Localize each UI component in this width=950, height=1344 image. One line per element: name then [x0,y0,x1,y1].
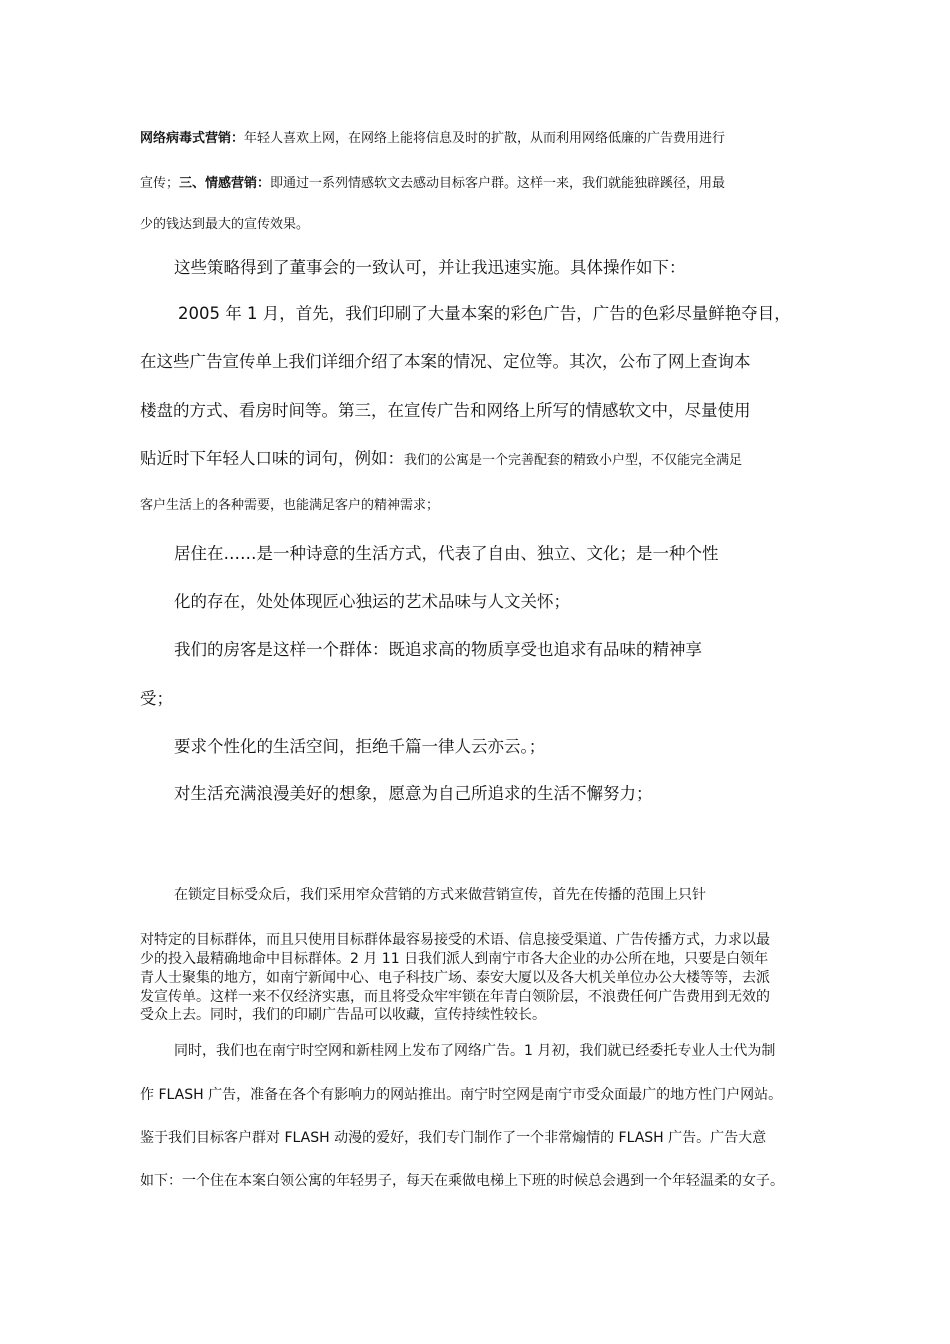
operation-line-1: 2005 年 1 月，首先，我们印刷了大量本案的彩色广告，广告的色彩尽量鲜艳夺目， [178,304,791,323]
operation-line-5: 客户生活上的各种需要，也能满足客户的精神需求； [140,498,440,513]
quote-2-line-2: 受； [140,689,173,708]
line-text: 宣传； [140,176,180,191]
marketing-strategy-line-2 [140,172,725,191]
line-text-small: 我们的公寓是一个完善配套的精致小户型，不仅能完全满足 [404,453,743,468]
online-ad-line-4: 如下：一个住在本案白领公寓的年轻男子，每天在乘做电梯上下班的时候总会遇到一个年轻温柔的女子。 [140,1173,784,1189]
operation-line-2: 在这些广告宣传单上我们详细介绍了本案的情况、定位等。其次，公布了网上查询本 [140,352,751,371]
line-text-large: 贴近时下年轻人口味的词句，例如： [140,449,404,468]
targeting-line-4: 青人士聚集的地方，如南宁新闻中心、电子科技广场、泰安大厦以及各大机关单位办公大楼等等，去派 [140,970,770,986]
targeting-line-2: 对特定的目标群体，而且只使用目标群体最容易接受的术语、信息接受渠道、广告传播方式，力求以最 [140,932,770,948]
marketing-strategy-line-1 [140,127,725,146]
emotional-marketing-text: 即通过一系列情感软文去感动目标客户群。这样一来，我们就能独辟蹊径，用最 [270,176,726,191]
operation-line-3: 楼盘的方式、看房时间等。第三，在宣传广告和网络上所写的情感软文中，尽量使用 [140,401,751,420]
targeting-line-5: 发宣传单。这样一来不仅经济实惠，而且将受众牢牢锁在年青白领阶层，不浪费任何广告费用到无效的 [140,989,770,1005]
online-ad-line-3: 鉴于我们目标客户群对 FLASH 动漫的爱好，我们专门制作了一个非常煽情的 FLASH 广告。广告大意 [140,1130,767,1146]
quote-3: 要求个性化的生活空间，拒绝千篇一律人云亦云。； [174,737,546,756]
quote-1-line-1: 居住在……是一种诗意的生活方式，代表了自由、独立、文化；是一种个性 [174,544,719,563]
emotional-marketing-heading: 三、情感营销： [179,176,271,191]
viral-marketing-text: 年轻人喜欢上网，在网络上能将信息及时的扩散，从而利用网络低廉的广告费用进行 [244,131,726,146]
targeting-line-3: 少的投入最精确地命中目标群体。2 月 11 日我们派人到南宁市各大企业的办公所在地，只要是白领年 [140,951,769,967]
marketing-strategy-line-3: 少的钱达到最大的宣传效果。 [140,217,310,232]
quote-2-line-1: 我们的房客是这样一个群体：既追求高的物质享受也追求有品味的精神享 [174,640,702,659]
targeting-line-1: 在锁定目标受众后，我们采用窄众营销的方式来做营销宣传，首先在传播的范围上只针 [174,887,706,903]
online-ad-line-1: 同时，我们也在南宁时空网和新桂网上发布了网络广告。1 月初，我们就已经委托专业人士代为制 [174,1043,776,1059]
quote-4: 对生活充满浪漫美好的想象，愿意为自己所追求的生活不懈努力； [174,784,653,803]
quote-1-line-2: 化的存在，处处体现匠心独运的艺术品味与人文关怀； [174,592,570,611]
targeting-line-6: 受众上去。同时，我们的印刷广告品可以收藏，宣传持续性较长。 [140,1007,546,1023]
approval-paragraph: 这些策略得到了董事会的一致认可，并让我迅速实施。具体操作如下： [174,258,686,277]
online-ad-line-2: 作 FLASH 广告，准备在各个有影响力的网站推出。南宁时空网是南宁市受众面最广的地方性门户网站。 [140,1087,783,1103]
operation-line-4 [140,445,742,469]
viral-marketing-heading: 网络病毒式营销： [140,131,245,146]
